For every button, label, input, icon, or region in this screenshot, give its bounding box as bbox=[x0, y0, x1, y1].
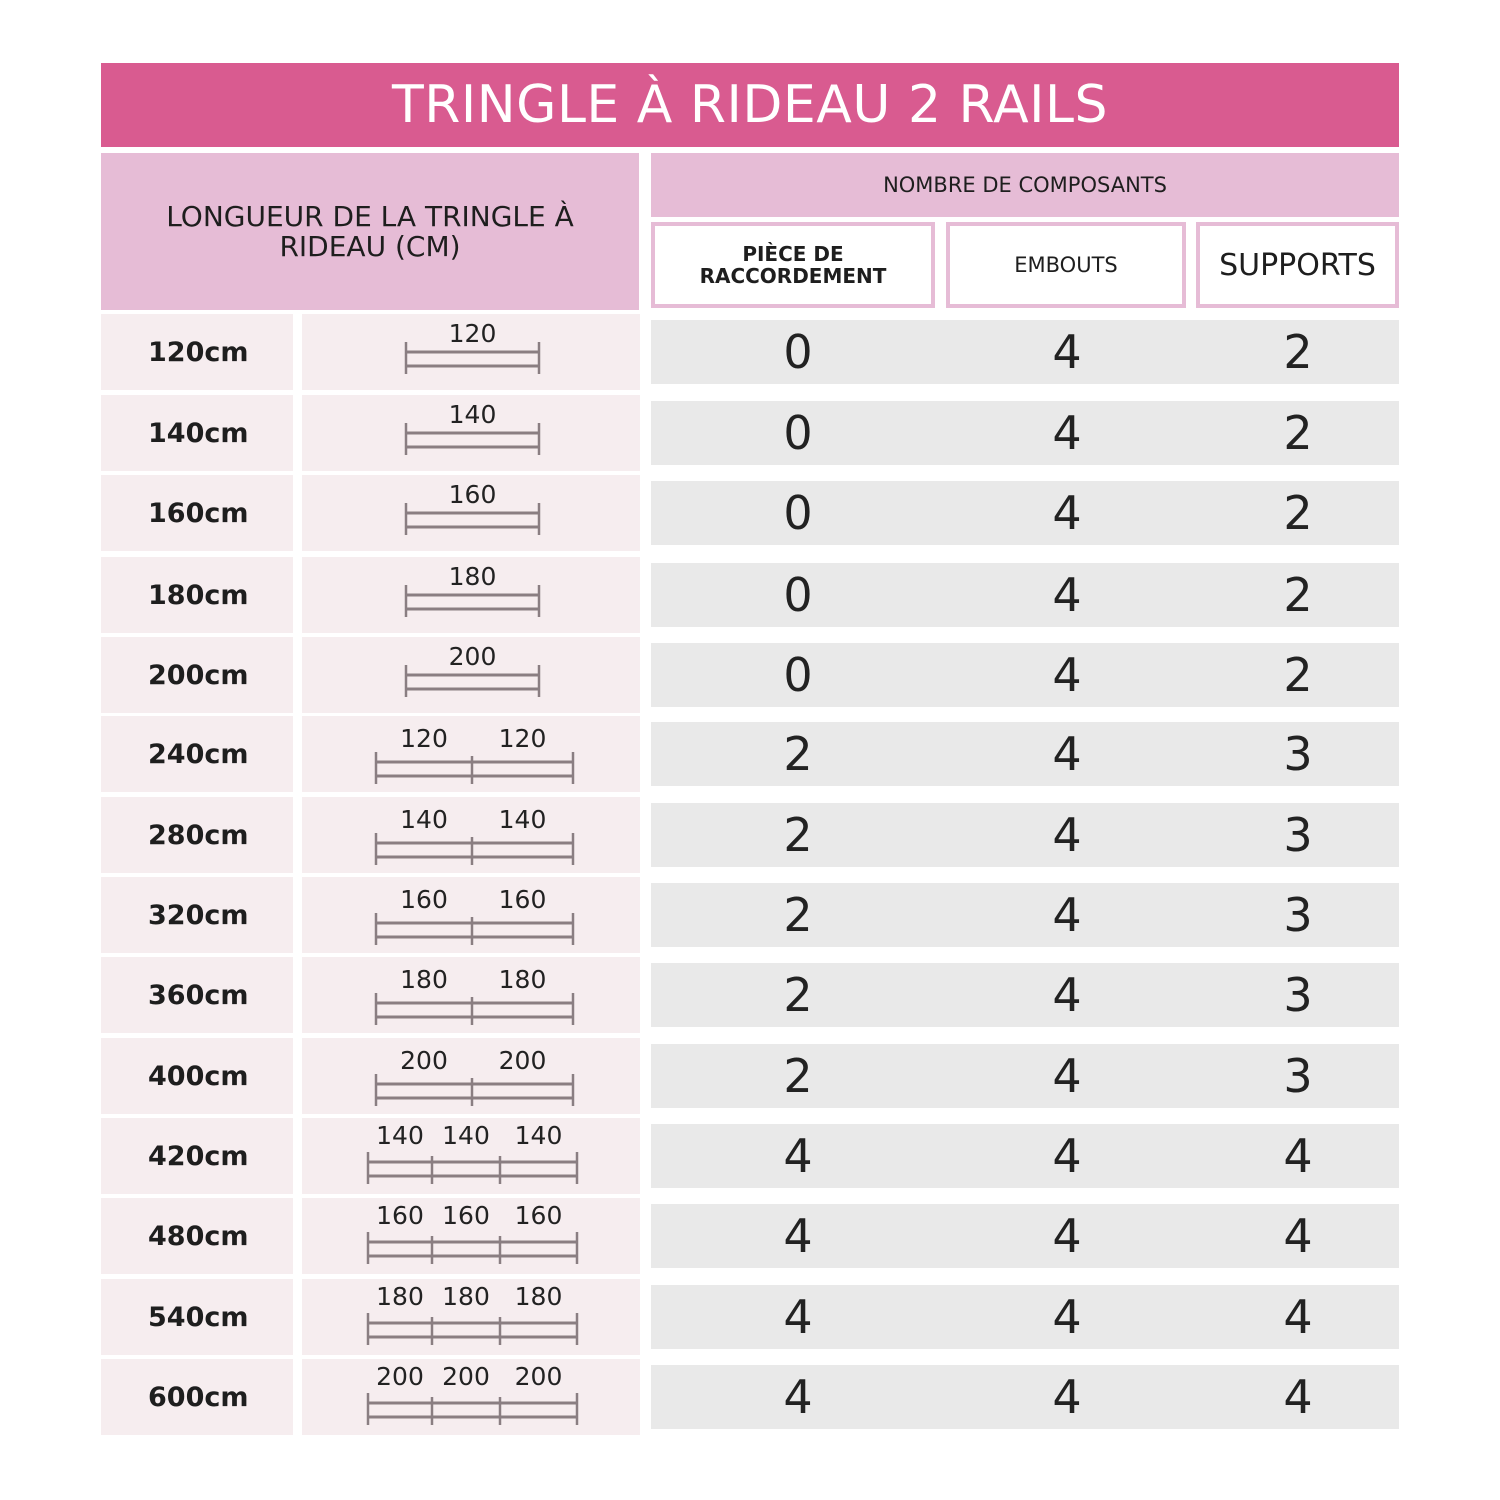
embouts-count: 4 bbox=[1052, 1290, 1082, 1344]
rail-segment-label: 200 bbox=[498, 1046, 547, 1075]
piece-count: 0 bbox=[783, 406, 813, 460]
row-length-label: 360cm bbox=[101, 957, 293, 1033]
rail-diagram bbox=[302, 957, 640, 1033]
row-component-values bbox=[651, 1365, 1399, 1429]
rail-diagram bbox=[302, 1038, 640, 1114]
row-component-values bbox=[651, 1044, 1399, 1108]
rail-segment-label: 180 bbox=[448, 562, 497, 591]
row-length-label: 420cm bbox=[101, 1118, 293, 1194]
column-header-embouts-label: EMBOUTS bbox=[1014, 253, 1118, 277]
rail-segment-label: 200 bbox=[400, 1046, 448, 1075]
rail-diagram bbox=[302, 797, 640, 873]
page-title: TRINGLE À RIDEAU 2 RAILS bbox=[101, 63, 1399, 147]
piece-count: 0 bbox=[783, 648, 813, 702]
supports-count: 2 bbox=[1283, 325, 1313, 379]
rail-segment-label: 160 bbox=[514, 1201, 563, 1230]
row-component-values bbox=[651, 722, 1399, 786]
row-component-values bbox=[651, 1124, 1399, 1188]
embouts-count: 4 bbox=[1052, 1370, 1082, 1424]
piece-count: 2 bbox=[783, 888, 813, 942]
rail-diagram bbox=[302, 877, 640, 953]
embouts-count: 4 bbox=[1052, 648, 1082, 702]
rail-diagram-svg bbox=[302, 1118, 640, 1194]
column-header-supports-label: SUPPORTS bbox=[1219, 247, 1376, 283]
supports-count: 3 bbox=[1283, 888, 1313, 942]
piece-count: 4 bbox=[783, 1370, 813, 1424]
components-group-header bbox=[651, 153, 1399, 217]
supports-count: 4 bbox=[1283, 1290, 1313, 1344]
row-length-label: 200cm bbox=[101, 637, 293, 713]
row-component-values bbox=[651, 401, 1399, 465]
row-length-label: 600cm bbox=[101, 1359, 293, 1435]
rail-segment-label: 200 bbox=[376, 1362, 424, 1391]
piece-count: 0 bbox=[783, 325, 813, 379]
rail-diagram bbox=[302, 1118, 640, 1194]
components-group-header-label: NOMBRE DE COMPOSANTS bbox=[883, 173, 1167, 197]
embouts-count: 4 bbox=[1052, 727, 1082, 781]
row-component-values bbox=[651, 883, 1399, 947]
row-length-label: 180cm bbox=[101, 557, 293, 633]
rail-diagram-svg bbox=[302, 957, 640, 1033]
rail-diagram bbox=[302, 716, 640, 792]
rail-diagram-svg bbox=[302, 1359, 640, 1435]
row-length-label: 480cm bbox=[101, 1198, 293, 1274]
rail-segment-label: 120 bbox=[498, 724, 547, 753]
rail-diagram-svg bbox=[302, 557, 640, 633]
embouts-count: 4 bbox=[1052, 968, 1082, 1022]
column-header-supports bbox=[1196, 222, 1399, 308]
piece-count: 4 bbox=[783, 1129, 813, 1183]
rail-diagram bbox=[302, 1198, 640, 1274]
column-header-embouts bbox=[946, 222, 1186, 308]
rail-diagram bbox=[302, 1359, 640, 1435]
piece-count: 4 bbox=[783, 1209, 813, 1263]
rail-segment-label: 180 bbox=[514, 1282, 563, 1311]
rail-diagram-svg bbox=[302, 1198, 640, 1274]
rail-diagram-svg bbox=[302, 716, 640, 792]
row-component-values bbox=[651, 963, 1399, 1027]
rail-segment-label: 180 bbox=[376, 1282, 424, 1311]
rail-diagram-svg bbox=[302, 395, 640, 471]
rail-diagram-svg bbox=[302, 797, 640, 873]
row-component-values bbox=[651, 563, 1399, 627]
embouts-count: 4 bbox=[1052, 808, 1082, 862]
row-length-label: 120cm bbox=[101, 314, 293, 390]
piece-count: 4 bbox=[783, 1290, 813, 1344]
rail-segment-label: 160 bbox=[448, 480, 497, 509]
rail-diagram bbox=[302, 475, 640, 551]
rail-segment-label: 140 bbox=[400, 805, 448, 834]
piece-count: 0 bbox=[783, 568, 813, 622]
rail-segment-label: 160 bbox=[498, 885, 547, 914]
column-header-piece-label: PIÈCE DE RACCORDEMENT bbox=[699, 242, 887, 288]
supports-count: 2 bbox=[1283, 406, 1313, 460]
embouts-count: 4 bbox=[1052, 486, 1082, 540]
length-column-header-label: LONGUEUR DE LA TRINGLE À RIDEAU (CM) bbox=[166, 199, 574, 263]
supports-count: 3 bbox=[1283, 727, 1313, 781]
embouts-count: 4 bbox=[1052, 1129, 1082, 1183]
embouts-count: 4 bbox=[1052, 1209, 1082, 1263]
supports-count: 2 bbox=[1283, 648, 1313, 702]
rail-segment-label: 140 bbox=[376, 1121, 424, 1150]
rail-segment-label: 200 bbox=[448, 642, 497, 671]
supports-count: 3 bbox=[1283, 1049, 1313, 1103]
rail-diagram bbox=[302, 557, 640, 633]
row-component-values bbox=[651, 320, 1399, 384]
piece-count: 2 bbox=[783, 808, 813, 862]
rail-diagram-svg bbox=[302, 877, 640, 953]
piece-count: 2 bbox=[783, 727, 813, 781]
rail-segment-label: 120 bbox=[448, 319, 497, 348]
rail-segment-label: 140 bbox=[442, 1121, 490, 1150]
rail-diagram bbox=[302, 314, 640, 390]
row-component-values bbox=[651, 1204, 1399, 1268]
embouts-count: 4 bbox=[1052, 568, 1082, 622]
row-length-label: 400cm bbox=[101, 1038, 293, 1114]
rail-diagram-svg bbox=[302, 1279, 640, 1355]
row-component-values bbox=[651, 1285, 1399, 1349]
embouts-count: 4 bbox=[1052, 1049, 1082, 1103]
rail-segment-label: 180 bbox=[442, 1282, 490, 1311]
supports-count: 4 bbox=[1283, 1209, 1313, 1263]
length-column-header bbox=[101, 153, 639, 310]
supports-count: 4 bbox=[1283, 1370, 1313, 1424]
supports-count: 2 bbox=[1283, 486, 1313, 540]
rail-segment-label: 140 bbox=[498, 805, 547, 834]
rail-segment-label: 180 bbox=[400, 965, 448, 994]
rail-segment-label: 140 bbox=[448, 400, 497, 429]
row-component-values bbox=[651, 481, 1399, 545]
embouts-count: 4 bbox=[1052, 888, 1082, 942]
piece-count: 2 bbox=[783, 1049, 813, 1103]
column-header-piece bbox=[651, 222, 935, 308]
row-length-label: 540cm bbox=[101, 1279, 293, 1355]
row-length-label: 320cm bbox=[101, 877, 293, 953]
rail-segment-label: 200 bbox=[442, 1362, 490, 1391]
rail-diagram-svg bbox=[302, 475, 640, 551]
piece-count: 2 bbox=[783, 968, 813, 1022]
row-length-label: 280cm bbox=[101, 797, 293, 873]
embouts-count: 4 bbox=[1052, 406, 1082, 460]
rail-diagram-svg bbox=[302, 1038, 640, 1114]
supports-count: 3 bbox=[1283, 808, 1313, 862]
row-component-values bbox=[651, 643, 1399, 707]
rail-diagram bbox=[302, 395, 640, 471]
embouts-count: 4 bbox=[1052, 325, 1082, 379]
rail-diagram bbox=[302, 1279, 640, 1355]
rail-segment-label: 140 bbox=[514, 1121, 563, 1150]
row-component-values bbox=[651, 803, 1399, 867]
rail-diagram-svg bbox=[302, 637, 640, 713]
rail-segment-label: 160 bbox=[400, 885, 448, 914]
row-length-label: 140cm bbox=[101, 395, 293, 471]
piece-count: 0 bbox=[783, 486, 813, 540]
rail-diagram bbox=[302, 637, 640, 713]
supports-count: 4 bbox=[1283, 1129, 1313, 1183]
rail-segment-label: 120 bbox=[400, 724, 448, 753]
rail-segment-label: 180 bbox=[498, 965, 547, 994]
supports-count: 3 bbox=[1283, 968, 1313, 1022]
rail-segment-label: 160 bbox=[376, 1201, 424, 1230]
rail-segment-label: 160 bbox=[442, 1201, 490, 1230]
row-length-label: 160cm bbox=[101, 475, 293, 551]
supports-count: 2 bbox=[1283, 568, 1313, 622]
rail-segment-label: 200 bbox=[514, 1362, 563, 1391]
row-length-label: 240cm bbox=[101, 716, 293, 792]
rail-diagram-svg bbox=[302, 314, 640, 390]
